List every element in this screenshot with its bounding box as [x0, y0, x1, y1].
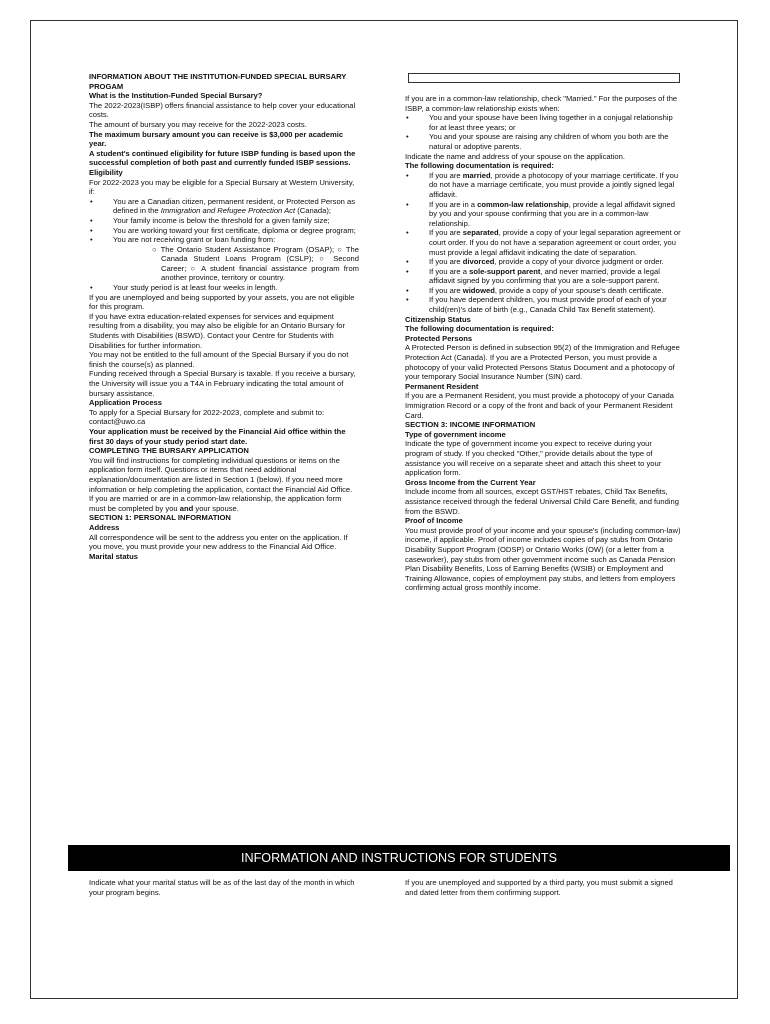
gross-income-text: Include income from all sources, except GST/HST rebates, Child Tax Benefits, assistance received through the federal Universal Child Care Benefit, and funding from the BSWD. [405, 487, 679, 516]
list-item: • Your family income is below the threshold for a given family size; [89, 216, 359, 226]
question-heading: What is the Institution-Funded Special Bursary? [89, 91, 263, 101]
footer-right-text: If you are unemployed and supported by a third party, you must submit a signed and dated letter from them confirming support. [405, 878, 673, 897]
proof-income-text: You must provide proof of your income and your spouse's (including common-law) income, if applicable. Proof of income includes copies of pay stubs from Ontario Disability Support Program (ODSP) or Ontario Works (OW) (or a letter from a caseworker), pay stubs from other government income such as Canada Pension Plan Disability Benefits, Loss of Earning Benefits (WSIB) or Employment and Training Allowance, copies of employment pay stubs, and letters from employers confirming actual gross monthly income. [405, 525, 681, 593]
proof-income-heading: Proof of Income [405, 516, 463, 526]
deadline-text: Your application must be received by the Financial Aid office within the first 30 days of your study period start date. [89, 426, 346, 446]
commonlaw-text: If you are in a common-law relationship, check "Married." For the purposes of the ISBP, a common-law relationship exists when: [405, 94, 678, 113]
section-banner: INFORMATION AND INSTRUCTIONS FOR STUDENTS [68, 845, 730, 871]
list-item: • If you are divorced, provide a copy of your divorce judgment or order. [405, 257, 681, 267]
taxable-text: Funding received through a Special Bursary is taxable. If you receive a bursary, the University will issue you a T4A in February indicating the total amount of bursary assistance. [89, 369, 356, 398]
pr-text: If you are a Permanent Resident, you must provide a photocopy of your Canada Immigration Record or a copy of the front and back of your Permanent Resident Card. [405, 391, 674, 420]
section3-heading: SECTION 3: INCOME INFORMATION [405, 420, 536, 430]
list-item: • If you are married, provide a photocopy of your marriage certificate. If you do not have a marriage certificate, you must provide a jointly signed legal affidavit. [405, 171, 681, 200]
list-item: • If you are a sole-support parent, and never married, provide a legal affidavit signed by you confirming that you are a sole-support parent. [405, 267, 681, 286]
address-text: All correspondence will be sent to the address you enter on the application. If you move, you must provide your new address to the Financial Aid Office. [89, 532, 348, 552]
completing-heading: COMPLETING THE BURSARY APPLICATION [89, 446, 249, 456]
list-item: • Your study period is at least four weeks in length. [89, 283, 359, 293]
right-column [405, 94, 681, 593]
max-amount-text: The maximum bursary amount you can receive is $3,000 per academic year. [89, 129, 344, 149]
list-item: • You are working toward your first certificate, diploma or degree program; [89, 226, 359, 236]
marital-heading: Marital status [89, 551, 138, 561]
gov-income-text: Indicate the type of government income you expect to receive during your program of study. If you checked "Other," provide details about the type of assistance you will receive on a separate sheet and attach this sheet to your application form. [405, 439, 662, 478]
pr-heading: Permanent Resident [405, 381, 479, 391]
unemployed-text: If you are unemployed and being supported by your assets, you are not eligible for this program. [89, 292, 355, 312]
application-text: To apply for a Special Bursary for 2022-2023, complete and submit to: contact@uwo.ca [89, 407, 325, 427]
not-entitled-text: You may not be entitled to the full amount of the Special Bursary if you do not finish the course(s) as planned. [89, 350, 349, 369]
citizenship-docs: The following documentation is required: [405, 324, 554, 334]
continued-eligibility-text: A student's continued eligibility for future ISBP funding is based upon the successful completion of both past and currently funded ISBP sessions. [89, 148, 356, 168]
married-text: If you are married or are in a common-law relationship, the application form must be completed by you and your spouse. [89, 494, 342, 513]
list-item: • If you are in a common-law relationship, provide a legal affidavit signed by you and your spouse confirming that you are in a common-law relationship. [405, 200, 681, 229]
section1-heading: SECTION 1: PERSONAL INFORMATION [89, 513, 231, 523]
list-item: • If you are widowed, provide a copy of your spouse's death certificate. [405, 286, 681, 296]
section-title: INFORMATION ABOUT THE INSTITUTION-FUNDED SPECIAL BURSARY PROGAM [89, 72, 347, 91]
list-item: • You and your spouse are raising any children of whom you both are the natural or adoptive parents. [405, 132, 681, 151]
amount-text: The amount of bursary you may receive for the 2022-2023 costs. [89, 119, 307, 129]
completing-text: You will find instructions for completing individual questions or items on the application form itself. Questions or items that need additional explanation/documentation are listed in Section 1 (below). If you need more information or help completing the application, contact the Financial Aid Office. [89, 455, 353, 494]
gross-income-heading: Gross Income from the Current Year [405, 477, 536, 487]
extra-expenses-text: If you have extra education-related expenses for services and equipment resulting from a disability, you may also be eligible for an Ontario Bursary for Students with Disabilities (BSWD). Contact your Centre for Students with Disabilities for further information. [89, 311, 346, 350]
list-item: • If you are separated, provide a copy of your legal separation agreement or court order. If you do not have a separation agreement or court order, you must provide a legal affidavit indicating the date of separation. [405, 228, 681, 257]
address-heading: Address [89, 522, 120, 532]
eligibility-list [89, 197, 359, 293]
list-item: • You are not receiving grant or loan funding from: ○ The Ontario Student Assistance Program (OSAP); ○ The Canada Student Loans Program (CSLP); ○ Second Career; ○ A student financial assistance program from another province, territory or country. [89, 235, 359, 283]
commonlaw-list [405, 113, 681, 151]
text-box [408, 73, 680, 83]
citizenship-heading: Citizenship Status [405, 314, 471, 324]
sub-list: ○ The Ontario Student Assistance Program (OSAP); ○ The Canada Student Loans Program (CSLP); ○ Second Career; ○ A student financial assistance program from another province, territory or country. [152, 244, 359, 283]
left-column [89, 72, 359, 561]
docs-list [405, 171, 681, 315]
list-item: • You and your spouse have been living together in a conjugal relationship for at least three years; or [405, 113, 681, 132]
protected-text: A Protected Person is defined in subsection 95(2) of the Immigration and Refugee Protection Act (Canada). If you are a Protected Person, you must provide a photocopy of your valid Protected Persons Status Document and a photocopy of your temporary Social Insurance Number (SIN) card. [405, 343, 680, 382]
application-heading: Application Process [89, 398, 163, 408]
question-text: The 2022-2023(ISBP) offers financial assistance to help cover your educational costs. [89, 100, 356, 120]
protected-heading: Protected Persons [405, 333, 473, 343]
list-item: • You are a Canadian citizen, permanent resident, or Protected Person as defined in the Immigration and Refugee Protection Act (Canada); [89, 197, 359, 216]
list-item: • If you have dependent children, you must provide proof of each of your child(ren)'s date of birth (e.g., Canada Child Tax Benefit statement). [405, 295, 681, 314]
gov-income-heading: Type of government income [405, 429, 506, 439]
footer-left-text: Indicate what your marital status will be as of the last day of the month in which your program begins. [89, 878, 355, 897]
docs-heading: The following documentation is required: [405, 161, 554, 171]
eligibility-intro: For 2022-2023 you may be eligible for a Special Bursary at Western University, if: [89, 177, 355, 197]
spouse-text: Indicate the name and address of your spouse on the application. [405, 151, 625, 161]
eligibility-heading: Eligibility [89, 167, 123, 177]
